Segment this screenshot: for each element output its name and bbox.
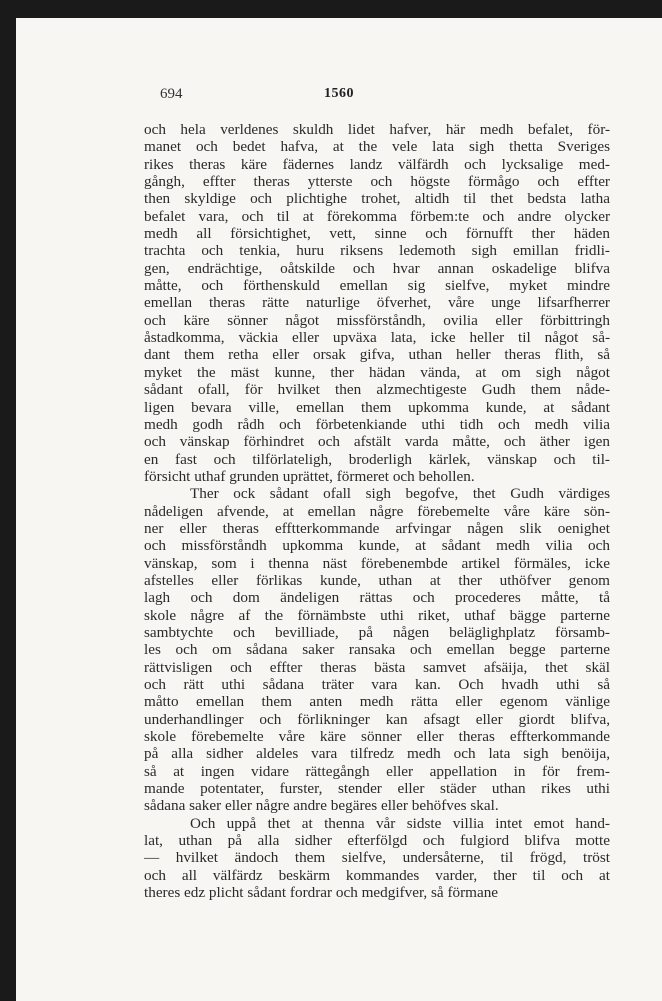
text-line: och vänskap förhindret och afstält varda måtte, och äther igen (144, 433, 610, 451)
text-line: skole förebemelte våre käre sönner eller theras effterkommande (144, 728, 610, 746)
text-line: och rätt uthi sådana träter vara kan. Och hvadh uthi så (144, 676, 610, 693)
text-line: lagh och dom ändeligen rättas och procederes måtte, tå (144, 589, 610, 607)
text-line: på alla sidher aldeles vara tilfredz medh och lata sigh benöija, (144, 745, 610, 763)
text-line: medh all försichtighet, vett, sinne och förnufft ther häden (144, 225, 610, 243)
text-line: sådana saker eller någre andre begäres eller behöfves skal. (144, 797, 499, 815)
page-number: 694 (160, 86, 183, 102)
text-line: sambtychte och bevilliade, på någen beläglighplatz församb- (144, 623, 610, 641)
text-line: Och uppå thet at thenna vår sidste villia intet emot hand- (190, 814, 610, 832)
text-line: så at ingen vidare rättegångh eller appellation in för frem- (144, 762, 610, 780)
text-line: och käre sönner något missförståndh, ovilia eller förbittringh (144, 311, 610, 329)
text-line: mande potentater, furster, stender eller städer uthan rikes uthi (144, 780, 610, 798)
text-line: sådant ofall, för hvilket then alzmechtigeste Gudh them nåde- (144, 381, 610, 399)
page-header (16, 86, 662, 110)
text-line: underhandlinger och förlikninger kan afsagt eller giordt blifva, (144, 710, 610, 728)
text-line: åstadkomma, väckia eller upväxa lata, icke heller til något så- (144, 329, 610, 347)
text-line: en fast och tilförlateligh, broderligh kärlek, vänskap och til- (144, 450, 610, 468)
text-line: befalet vara, och til at förekomma förbem:te och andre olycker (144, 207, 610, 225)
text-line: theres edz plicht sådant fordrar och medgifver, så förmane (144, 884, 499, 902)
text-line: och hela verldenes skuldh lidet hafver, här medh befalet, för- (144, 121, 610, 138)
text-line: manet och bedet hafva, at the vele lata sigh thetta Sveriges (144, 138, 610, 156)
text-line: afstelles eller förlikas kunde, uthan at ther uthöfver genom (144, 571, 610, 589)
text-line: rättvisligen och effter theras bästa samvet afsäija, thet skäl (144, 658, 610, 676)
text-line: måtte, och förthenskuld emellan sig sielfve, myket mindre (144, 277, 610, 295)
text-line: och missförståndh upkomma kunde, at sådant medh vilia och (144, 537, 610, 555)
text-line: les och om sådana saker ransaka och emellan begge parterne (144, 641, 610, 659)
text-line: dant them retha eller orsak gifva, uthan heller theras flith, så (144, 346, 610, 364)
year-heading: 1560 (324, 86, 354, 101)
text-line: medh godh rådh och förbetenkiande uthi tidh och medh vilia (144, 415, 610, 433)
text-line: emellan theras rätte naturlige öfverhet, våre unge lifsarfherrer (144, 294, 610, 312)
text-line: och all välfärdz beskärm kommandes varder, ther til och at (144, 866, 610, 884)
text-line: nådeligen afvende, at emellan någre förebemelte våre käre sön- (144, 502, 610, 520)
text-line: trachta och tenkia, huru riksens ledemoth sigh emillan fridli- (144, 242, 610, 260)
text-line: — hvilket ändoch them sielfve, undersåterne, til frögd, tröst (144, 849, 610, 867)
text-line: myket the mäst kunne, ther hädan vända, at om sigh något (144, 363, 610, 381)
text-line: försicht uthaf grunden uprättet, förmeret och behollen. (144, 467, 475, 485)
text-line: gen, endrächtige, oåtskilde och hvar annan oskadelige blifva (144, 259, 610, 277)
body-text (144, 121, 610, 901)
text-line: Ther ock sådant ofall sigh begofve, thet Gudh värdiges (190, 485, 610, 503)
text-line: ligen bevara ville, emellan them upkomma kunde, at sådant (144, 398, 610, 416)
document-page (16, 18, 662, 1001)
text-line: then skyldige och plichtighe trohet, altidh til thet bedsta latha (144, 190, 610, 208)
text-line: rikes theras käre fädernes landz välfärdh och lycksalige med- (144, 155, 610, 173)
text-line: skole någre af the förnämbste uthi riket, uthaf bägge parterne (144, 606, 610, 624)
text-line: vänskap, som i thenna näst förebenembde artikel förmäles, icke (144, 554, 610, 572)
text-line: gångh, effter theras ytterste och högste förmågo och effter (144, 173, 610, 191)
text-line: måtto emellan them anten medh rätta eller egenom vänlige (144, 693, 610, 711)
text-line: lat, uthan på alla sidher efterfölgd och fulgiord blifva motte (144, 832, 610, 850)
text-line: ner eller theras efftterkommande arfvingar någen slik oenighet (144, 519, 610, 537)
